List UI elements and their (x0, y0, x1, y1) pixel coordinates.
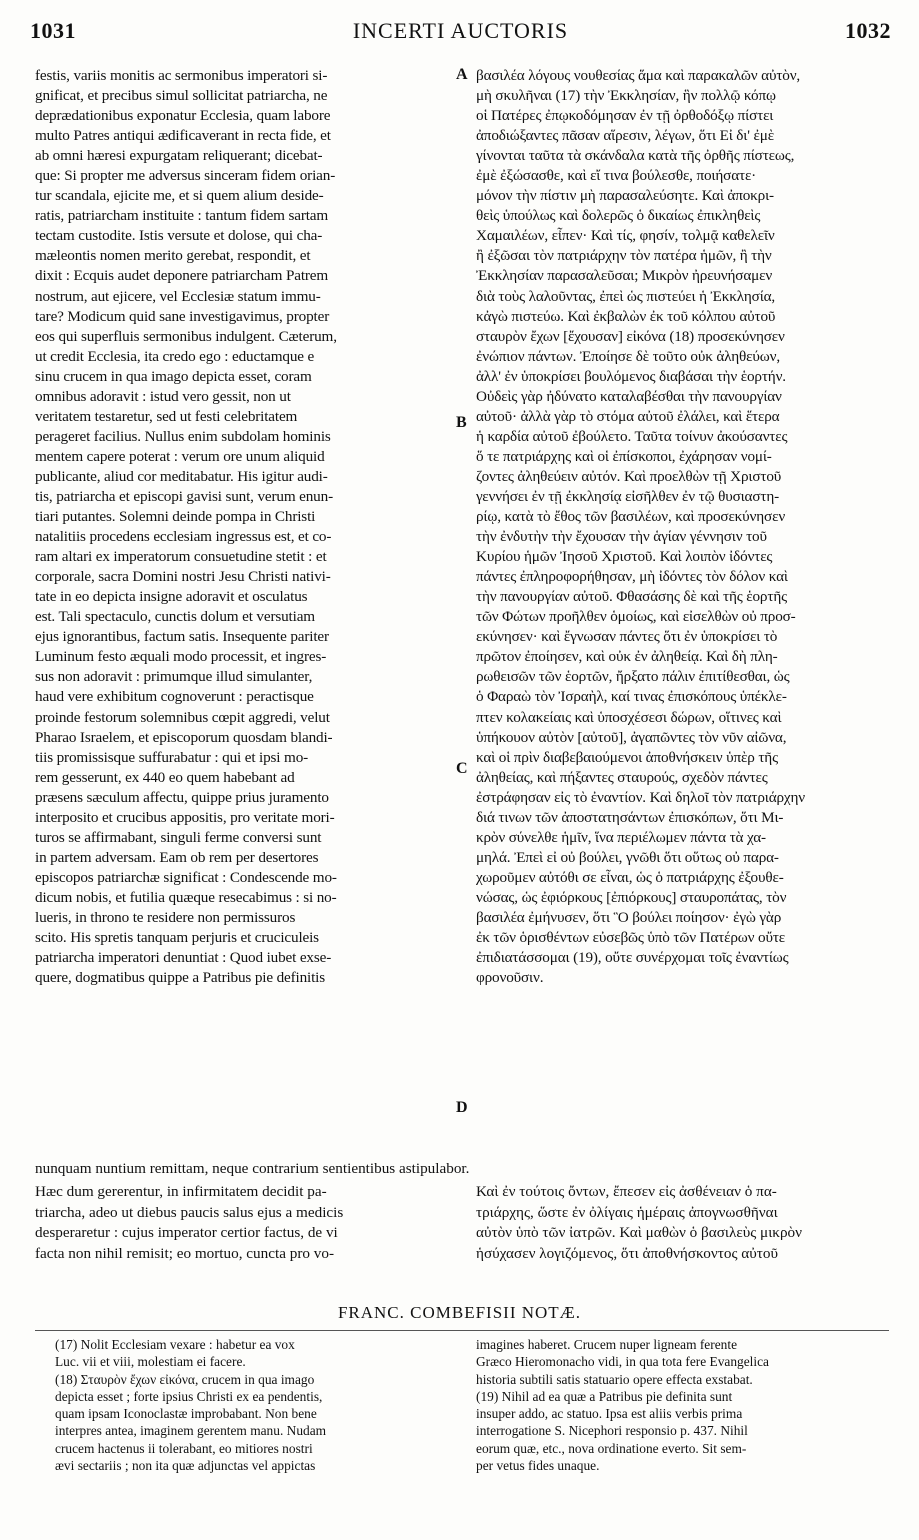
latin-text-line: eos qui superfluis sermonibus indulgent. Cæterum, (35, 327, 337, 345)
note-line: ævi sectariis ; non ita quæ adjunctas vel appictas (55, 1458, 316, 1474)
latin-text-line: tiari putantes. Solemni deinde pompa in Christi (35, 508, 316, 526)
greek-text-line: μόνον τὴν πίστιν μὴ παρασαλεύσητε. Καὶ ἀποκρι- (476, 187, 774, 205)
latin-text-line: desperaretur : cujus imperator certior factus, de vi (35, 1224, 338, 1241)
note-line: (17) Nolit Ecclesiam vexare : habetur ea vox (55, 1337, 295, 1352)
latin-text-line: nostrum, aut ejicere, vel Ecclesiæ statum immu- (35, 287, 321, 305)
latin-text-line: præsens sæculum affectu, quippe prius juramento (35, 788, 329, 806)
greek-text-line: τὴν ἐνδυτὴν τὴν ἔχουσαν τὴν ἁγίαν γέννησιν τοῦ (476, 528, 767, 546)
running-title: INCERTI AUCTORIS (352, 18, 569, 43)
greek-text-line: ἢ ἐξῶσαι τὸν πατριάρχην τὸν πατέρα ἡμῶν, ἢ τὴν (476, 247, 772, 265)
latin-text-line: tate in eo depicta insigne adoravit et osculatus (35, 588, 308, 606)
note-line: (19) Nihil ad ea quæ a Patribus pie definita sunt (476, 1388, 733, 1404)
greek-paragraph-2 (476, 1182, 889, 1264)
latin-text-line: tare? Modicum quid sane investigavimus, propter (35, 307, 330, 325)
latin-text-line: rem gesserunt, ex 440 eo quem habebant ad (35, 768, 295, 786)
latin-text-line: sinu crucem in qua imago depicta esset, coram (35, 367, 312, 385)
greek-text-line: Καὶ ἐν τούτοις ὄντων, ἔπεσεν εἰς ἀσθένειαν ὁ πα- (476, 1183, 777, 1200)
greek-text-line: τῶν Φώτων προῆλθεν ὁμοίως, καὶ εἰσελθὼν οὐ προσ- (476, 608, 796, 626)
greek-text-line: ἐνώπιον πάντων. Ἐποίησε δὲ τοῦτο οὐκ ἀληθεύων, (476, 347, 780, 365)
latin-text-line: Pharao Israelem, et episcoporum quosdam blandi- (35, 728, 333, 746)
notes-divider (35, 1330, 889, 1331)
latin-text-line: omnibus adoravit : istud vero gessit, non ut (35, 387, 291, 405)
latin-text-line: festis, variis monitis ac sermonibus imperatori si- (35, 67, 328, 84)
latin-text-line: Luminum festo æquali modo processit, et ingres- (35, 648, 327, 666)
greek-text-line: Χαμαιλέων, εἶπεν· Καὶ τίς, φησίν, τολμᾷ καθελεῖν (476, 227, 775, 245)
left-page-number: 1031 (30, 18, 76, 43)
greek-text-line: τὴν πανουργίαν αὐτοῦ. Φθασάσης δὲ καὶ τῆς ἑορτῆς (476, 588, 787, 606)
running-header (30, 18, 891, 58)
latin-text-line: corporale, sacra Domini nostri Jesu Christi nativi- (35, 568, 331, 586)
greek-text-line: ἡσύχασεν λογιζόμενος, ὅτι ἀποθνήσκοντος αὐτοῦ (476, 1244, 778, 1262)
latin-text-line: multo Patres antiqui ædificaverant in recta fide, et (35, 127, 331, 145)
greek-text-line: ἐστράφησαν εἰς τὸ ἐναντίον. Καὶ δηλοῖ τὸν πατριάρχην (476, 788, 806, 806)
latin-text-line: sus non adoravit : primumque illud simulanter, (35, 668, 313, 686)
greek-text-line: γεννήσει ἐν τῇ ἐκκλησίᾳ εἰσῆλθεν ἐν τῷ θυσιαστη- (476, 487, 780, 505)
greek-text-line: ὑπήκουον αὐτὸν [αὐτοῦ], ἀγαπῶντες τὸν νῦν αἰῶνα, (476, 728, 787, 746)
greek-column (476, 66, 889, 988)
greek-text-line: κρὸν σύνελθε ἡμῖν, ἵνα περιέλωμεν πάντα τὰ χα- (476, 828, 766, 846)
greek-text-line: αὐτοῦ· ἀλλὰ γὰρ τὸ στόμα αὐτοῦ ἐλάλει, καὶ ἕτερα (476, 407, 780, 425)
greek-text-line: βασιλέα ἐμήνυσεν, ὅτι Ὃ βούλει ποίησον· ἐγὼ γὰρ (476, 908, 782, 926)
greek-text-line: πάντες ἐπληροφορήθησαν, μὴ ἰδόντες τὸν δόλον καὶ (476, 568, 788, 586)
latin-text-line: tur scandala, ejicite me, et si quem alium deside- (35, 187, 324, 205)
latin-text-line: quere, dogmatibus quippe a Patribus pie definitis (35, 969, 326, 987)
latin-text-line: natalitiis procedens ecclesiam ingressus est, et co- (35, 528, 332, 546)
note-line: quam ipsam Iconoclastæ improbabant. Non bene (55, 1406, 317, 1422)
latin-text-line: dicum nobis, et futilia quæque resecabimus : si no- (35, 888, 337, 906)
note-line: eorum quæ, etc., nova ordinatione everto. Sit sem- (476, 1440, 747, 1456)
greek-text-line: θεὶς ὑπούλως καὶ δολερῶς ὁ δικαίως ἐπικληθεὶς (476, 207, 761, 225)
note-line: Luc. vii et viii, molestiam ei facere. (55, 1354, 246, 1370)
latin-text-line: patriarcha imperatori denuntiat : Quod iubet exse- (35, 949, 332, 967)
greek-text-line: ὅ τε πατριάρχης καὶ οἱ ἐπίσκοποι, ἐχάρησαν νομί- (476, 447, 772, 465)
greek-text-line: σταυρὸν ἔχων [ἔχουσαν] εἰκόνα (18) προσεκύνησεν (476, 327, 785, 345)
notes-right-column (476, 1336, 889, 1474)
note-line: crucem hactenus ii tolerabant, eo mitiores nostri (55, 1440, 313, 1456)
latin-text-line: dixit : Ecquis audet deponere patriarcham Patrem (35, 267, 329, 285)
note-line: per vetus fides unaque. (476, 1458, 600, 1474)
greek-text-line: ἀποδιώξαντες πᾶσαν αἵρεσιν, λέγων, ὅτι Εἰ δι' ἐμὲ (476, 127, 774, 145)
greek-text-line: διὰ τοὺς λαλοῦντας, ἐπεὶ ὡς πιστεύει ἡ Ἐκκλησία, (476, 287, 776, 305)
note-line: depicta esset ; forte ipsius Christi ex ea pendentis, (55, 1388, 323, 1404)
note-line: (18) Σταυρὸν ἔχων εἰκόνα, crucem in qua imago (55, 1371, 315, 1387)
note-line: historia subtili satis statuario opere effecta exstabat. (476, 1371, 753, 1387)
latin-text-line: in partem adversam. Eam ob rem per desertores (35, 848, 319, 866)
greek-text-line: ἐμὲ ἐξώσασθε, καὶ εἴ τινα βούλεσθε, ποιήσατε· (476, 167, 757, 185)
note-line: insuper addo, ac statuo. Ipsa est aliis verbis prima (476, 1406, 743, 1422)
greek-text-line: καὶ οἱ πρὶν διαβεβαιούμενοι ἀποθνήσκειν ὑπὲρ τῆς (476, 748, 778, 766)
greek-text-line: πρῶτον ἐποίησεν, καὶ οὐκ ἐν ἀληθείᾳ. Καὶ δὴ πλη- (476, 648, 778, 666)
latin-text-line: publicante, aliud cor meditabatur. His igitur audi- (35, 467, 328, 485)
latin-text-line: proinde festorum solemnibus cœpit aggredi, velut (35, 708, 330, 726)
latin-text-line: perageret facilius. Nullus enim subdolam hominis (35, 427, 331, 445)
note-line: imagines haberet. Crucem nuper ligneam ferente (476, 1337, 738, 1352)
greek-text-line: ἐκ τῶν ὁρισθέντων εὐσεβῶς ὑπὸ τῶν Πατέρων οὔτε (476, 929, 785, 947)
greek-text-line: τριάρχης, ὥστε ἐν ὀλίγαις ἡμέραις ἀπογνωσθῆναι (476, 1203, 778, 1221)
margin-marker-b: B (456, 414, 467, 431)
greek-text-line: Ἐκκλησίαν παρασαλεῦσαι; Μικρὸν ἠρευνήσαμεν (476, 267, 773, 285)
latin-text-line: deprædationibus exponatur Ecclesia, quam labore (35, 107, 331, 125)
latin-column (35, 66, 450, 988)
latin-text-line: que: Si propter me adversus sinceram fidem orian- (35, 167, 336, 185)
latin-text-line: lueris, in throno te residere non permissuros (35, 908, 296, 926)
latin-text-line: ram altari ex imperatorum consuetudine stetit : et (35, 548, 327, 566)
greek-text-line: κἀγὼ πιστεύω. Καὶ ἐκβαλὼν ἐκ τοῦ κόλπου αὐτοῦ (476, 307, 776, 325)
greek-text-line: βασιλέα λόγους νουθεσίας ἅμα καὶ παρακαλῶν αὐτὸν, (476, 67, 801, 84)
note-line: interrogatione S. Nicephori responsio p. 437. Nihil (476, 1423, 748, 1439)
greek-text-line: μηλά. Ἐπεὶ εἰ οὐ βούλει, γνῶθι ὅτι οὕτως οὐ παρα- (476, 848, 779, 866)
greek-text-line: νώσας, ὡς ἐφιόρκους [ἐπιόρκους] σταυροπάτας, τὸν (476, 888, 787, 906)
greek-text-line: μὴ σκυλῆναι (17) τὴν Ἐκκλησίαν, ἣν πολλῷ κόπῳ (476, 87, 776, 105)
latin-text-line: interposito et crucibus appositis, pro veritate mori- (35, 808, 335, 826)
margin-marker-a: A (456, 66, 468, 83)
greek-text-line: γίνονται ταῦτα τὰ σκάνδαλα κατὰ τῆς ὀρθῆς πίστεως, (476, 147, 795, 165)
latin-closing-line: nunquam nuntium remittam, neque contrarium sentientibus astipulabor. (35, 1160, 470, 1177)
latin-text-line: tis, patriarcha et episcopi gavisi sunt, verum enun- (35, 487, 333, 505)
greek-text-line: ρωθεισῶν τῶν ἑορτῶν, ἤρξατο πάλιν ἐπιτίθεσθαι, ὡς (476, 668, 790, 686)
latin-text-line: tectam custodite. Istis versute et dolose, qui cha- (35, 227, 323, 245)
greek-text-line: ἐπιδιατάσσομαι (19), οὔτε συνέρχομαι τοῖς ἐναντίως (476, 949, 789, 967)
greek-text-line: εκύνησεν· καὶ ἔγνωσαν πάντες ὅτι ἐν ὑποκρίσει τὸ (476, 628, 778, 646)
right-page-number: 1032 (845, 18, 891, 43)
latin-text-line: triarcha, adeo ut diebus paucis salus ejus a medicis (35, 1203, 344, 1221)
latin-text-line: veritatem testaretur, sed ut festi celebritatem (35, 407, 298, 425)
greek-text-line: Οὐδεὶς γὰρ ἠδύνατο καταλαβέσθαι τὴν πανουργίαν (476, 387, 782, 405)
greek-text-line: ρίῳ, κατὰ τὸ ἔθος τῶν βασιλέων, καὶ προσεκύνησεν (476, 508, 786, 526)
latin-text-line: mentem capere poterat : verum ore unum aliquid (35, 447, 325, 465)
greek-text-line: ἀληθείας, καὶ πήξαντες σταυρούς, σχεδὸν πάντες (476, 768, 768, 786)
latin-text-line: ut credit Ecclesia, ita credo ego : eductamque e (35, 347, 315, 365)
latin-text-line: episcopos patriarchæ significat : Condescende mo- (35, 868, 337, 886)
margin-marker-c: C (456, 760, 468, 777)
latin-text-line: haud vere exhibitum cognoverunt : peractisque (35, 688, 314, 706)
greek-text-line: πτεν κολακείαις καὶ ὑποσχέσεσι δώρων, οἵτινες καὶ (476, 708, 782, 726)
greek-text-line: διά τινων τῶν ἀποστατησάντων ἐπισκόπων, ὅτι Μι- (476, 808, 784, 826)
greek-text-line: ἀλλ' ἐν ὑποκρίσει βουλόμενος διαβάσαι τὴν ἑορτήν. (476, 367, 786, 385)
greek-text-line: αὐτὸν ὑπὸ τῶν ἰατρῶν. Καὶ μαθὼν ὁ βασιλεὺς μικρὸν (476, 1224, 802, 1241)
latin-text-line: est. Tali spectaculo, cunctis dolum et versutiam (35, 608, 315, 626)
latin-text-line: tiis promissisque suffurabatur : qui et ipsi mo- (35, 748, 309, 766)
latin-paragraph-2 (35, 1182, 450, 1264)
latin-text-line: ejus ignorantibus, factum satis. Insequente pariter (35, 628, 329, 646)
notes-heading: FRANC. COMBEFISII NOTÆ. (337, 1303, 582, 1322)
greek-text-line: ζοντες ἀληθεύειν αὐτόν. Καὶ προελθὼν τῇ Χριστοῦ (476, 467, 782, 485)
margin-marker-d: D (456, 1099, 468, 1116)
latin-text-line: ab omni hæresi expurgatam reliquerant; dicebat- (35, 147, 323, 165)
latin-text-line: mæleontis nomen merito gerebat, respondit, et (35, 247, 311, 265)
greek-text-line: φρονοῦσιν. (476, 969, 544, 987)
latin-text-line: facta non nihil remisit; eo mortuo, cuncta pro vo- (35, 1244, 335, 1262)
latin-text-line: ratis, patriarcham instituite : tantum fidem sartam (35, 207, 329, 225)
greek-text-line: οἱ Πατέρες ἐπῳκοδόμησαν ἐν τῇ ὀρθοδόξῳ πίστει (476, 107, 774, 125)
latin-text-line: turos se affirmabant, singuli ferme conversi sunt (35, 828, 322, 846)
greek-text-line: Κυρίου ἡμῶν Ἰησοῦ Χριστοῦ. Καὶ λοιπὸν ἰδόντες (476, 548, 773, 566)
note-line: Græco Hieromonacho vidi, in qua tota fere Evangelica (476, 1354, 769, 1370)
latin-text-line: gnificat, et precibus simul sollicitat patriarcha, ne (35, 87, 328, 105)
latin-text-line: Hæc dum gererentur, in infirmitatem decidit pa- (35, 1183, 327, 1200)
greek-text-line: ὁ Φαραὼ τὸν Ἰσραὴλ, καί τινας ἐπισκόπους ὑπέκλε- (476, 688, 787, 706)
greek-text-line: ἡ καρδία αὐτοῦ ἐβούλετο. Ταῦτα τοίνυν ἀκούσαντες (476, 427, 788, 445)
latin-text-line: scito. His spretis tanquam perjuris et cruciculeis (35, 929, 319, 947)
notes-left-column (55, 1336, 455, 1474)
note-line: interpres antea, imaginem gerentem manu. Nudam (55, 1423, 327, 1439)
greek-text-line: χωροῦμεν αὐτόθι σε εἶναι, ὡς ὁ πατριάρχης ἐξουθε- (476, 868, 784, 886)
